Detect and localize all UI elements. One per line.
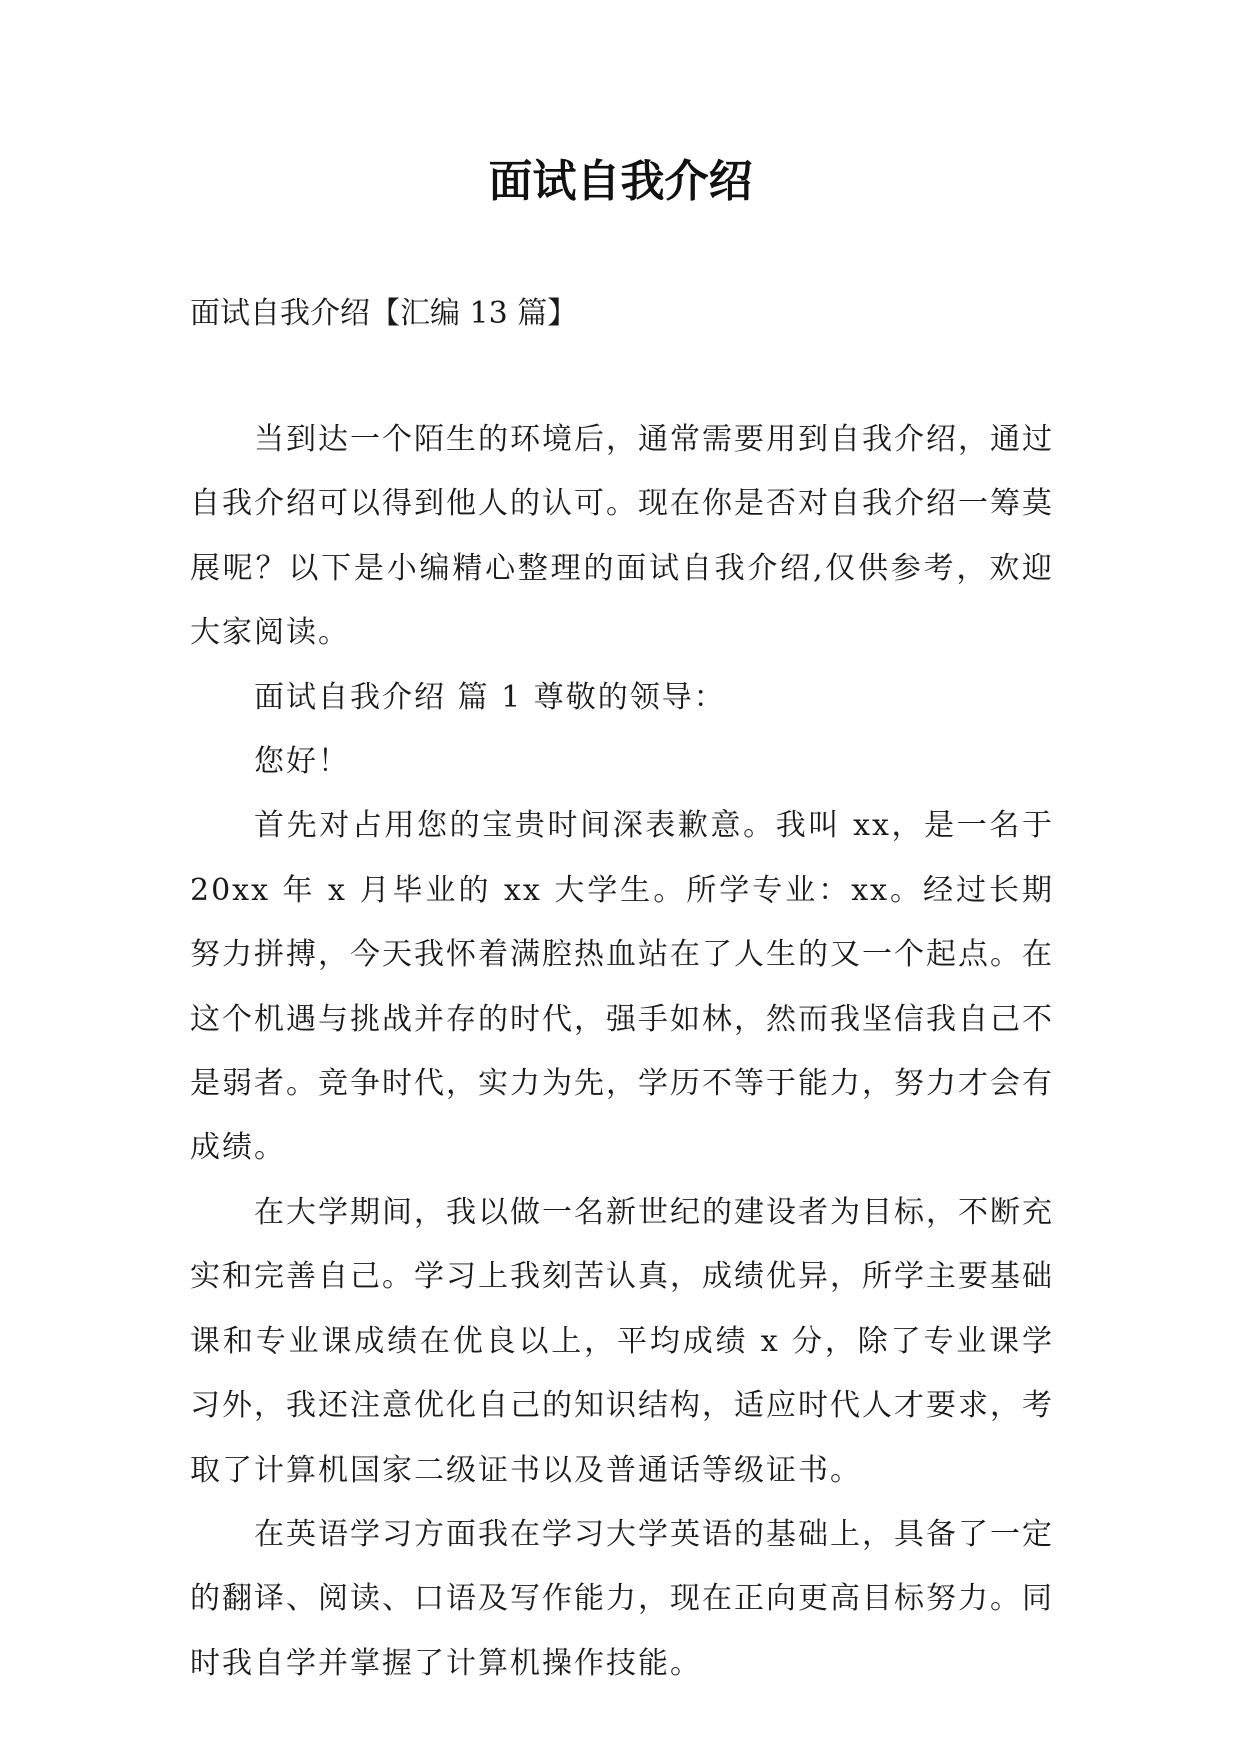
body-paragraph: 在英语学习方面我在学习大学英语的基础上，具备了一定的翻译、阅读、口语及写作能力，现在正向更高目标努力。同时我自学并掌握了计算机操作技能。 — [190, 1516, 1054, 1681]
body-paragraph: 在大学期间，我以做一名新世纪的建设者为目标，不断充实和完善自己。学习上我刻苦认真，成绩优异，所学主要基础课和专业课成绩在优良以上，平均成绩 x 分，除了专业课学习外，我还注意优化自己的知识结构，适应时代人才要求，考取了计算机国家二级证书以及普通话等级证书。 — [190, 1194, 1054, 1488]
intro-paragraph: 当到达一个陌生的环境后，通常需要用到自我介绍，通过自我介绍可以得到他人的认可。现在你是否对自我介绍一筹莫展呢？以下是小编精心整理的面试自我介绍,仅供参考，欢迎大家阅读。 — [190, 422, 1054, 651]
section-heading-paragraph: 面试自我介绍 篇 1 尊敬的领导： — [254, 679, 726, 715]
body-paragraph: 首先对占用您的宝贵时间深表歉意。我叫 xx，是一名于 20xx 年 x 月毕业的 xx 大学生。所学专业：xx。经过长期努力拼搏，今天我怀着满腔热血站在了人生的又一个起点。在这个机遇与挑战并存的时代，强手如林，然而我坚信我自己不是弱者。竞争时代，实力为先，学历不等于能力，努力才会有成绩。 — [190, 808, 1054, 1166]
document-title: 面试自我介绍 — [488, 156, 753, 207]
document-subtitle: 面试自我介绍【汇编 13 篇】 — [190, 296, 578, 331]
greeting-paragraph: 您好！ — [254, 744, 350, 780]
document-body — [190, 408, 1054, 1696]
